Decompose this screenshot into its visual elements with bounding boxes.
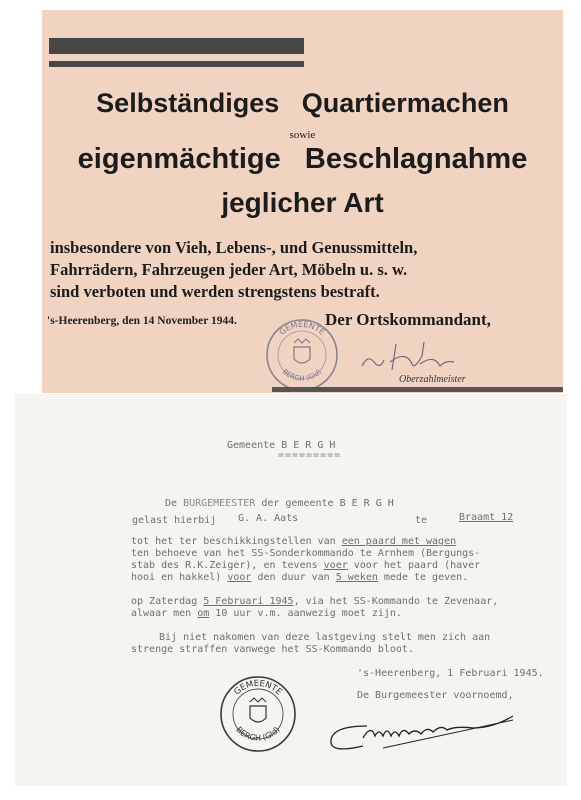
heading-word: Quartiermachen [301,88,509,118]
heading-underline: ========= [278,450,342,461]
svg-text:GEMEENTE: GEMEENTE [232,678,284,698]
poster-rank: Oberzahlmeister [399,374,466,385]
heading-word: Beschlagnahme [304,143,528,175]
svg-text:BERGH (Gld): BERGH (Gld) [234,725,282,743]
decorative-bar-thin [49,61,304,67]
letter-line: De BURGEMEESTER der gemeente B E R G H [165,498,394,509]
poster-place-date: 's-Heerenberg, den 14 November 1944. [47,315,237,327]
heading-word: Selbständiges [96,88,280,118]
letter-te: te [415,515,428,526]
heading-word: eigenmächtige [77,143,281,175]
letter-line: Bij niet nakomen van deze lastgeving stelt men zich aan [159,632,491,643]
poster-body-line: sind verboten und werden strengstens bestraft. [50,282,380,301]
letter-line: alwaar men om 10 uur v.m. aanwezig moet zijn. [131,608,402,619]
poster-body-line: Fahrrädern, Fahrzeugen jeder Art, Möbeln u. s. w. [50,260,408,279]
poster-heading-line2 [42,143,563,176]
poster-heading-line1 [42,88,563,119]
poster-commander: Der Ortskommandant, [325,310,491,329]
letter-line: ten behoeve van het SS-Sonderkommando te Arnhem (Bergungs- [131,548,481,559]
letter-closing: De Burgemeester voornoemd, [357,690,514,701]
poster-body-line: insbesondere von Vieh, Lebens-, und Genussmitteln, [50,238,418,257]
letter-line: op Zaterdag 5 Februari 1945, via het SS-Kommando te Zevenaar, [131,596,499,607]
decorative-bar-bottom [272,387,563,392]
decorative-bar-thick [49,38,304,54]
heading-name: B E R G H [281,440,336,451]
typed-letter [15,394,567,786]
signature-icon [354,336,464,376]
svg-text:BERGH (Gld): BERGH (Gld) [280,367,324,383]
poster-heading-line3: jeglicher Art [221,187,384,218]
poster-notice [42,10,563,393]
letter-line: strenge straffen vanwege het SS-Kommando bloot. [131,644,414,655]
recipient-address: Braamt 12 [459,512,514,523]
municipal-stamp-icon [264,317,340,393]
letter-place-date: 's-Heerenberg, 1 Februari 1945. [357,668,544,679]
svg-text:GEMEENTE: GEMEENTE [277,319,327,337]
municipal-stamp-icon [218,674,298,754]
letter-line: gelast hierbij [132,515,217,526]
poster-connector: sowie [289,129,316,141]
recipient-name: G. A. Aats [238,513,299,524]
heading-prefix: Gemeente [227,440,276,451]
letter-line: stab des R.K.Zeiger), en tevens voer voor het paard (haver [131,560,481,571]
letter-line: tot het ter beschikkingstellen van een paard met wagen [131,536,457,547]
letter-line: hooi en hakkel) voor den duur van 5 weken mede te geven. [131,572,469,583]
signature-icon [323,706,523,766]
